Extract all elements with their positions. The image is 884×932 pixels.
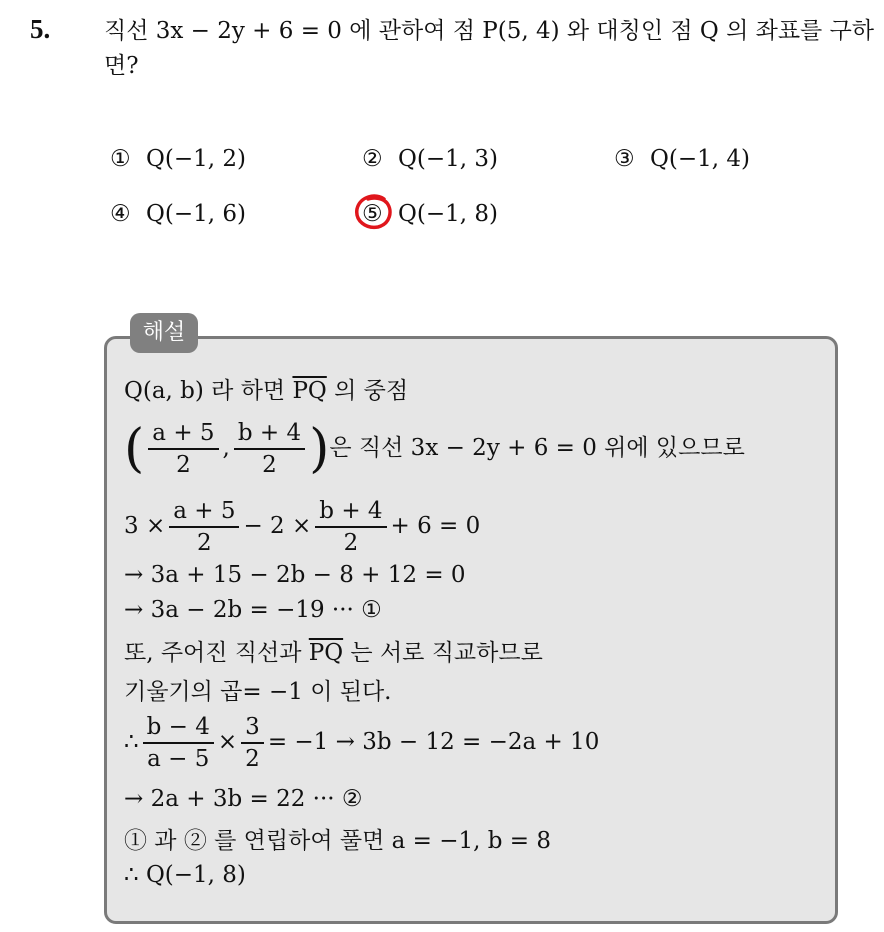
choice-1-text: Q(−1, 2): [146, 146, 246, 172]
choice-3-mark: ③: [614, 146, 635, 172]
line2-text: 은 직선 3x − 2y + 6 = 0 위에 있으므로: [329, 435, 745, 461]
explanation-line-4: → 3a + 15 − 2b − 8 + 12 = 0: [124, 562, 466, 588]
choice-4-mark: ④: [110, 201, 131, 227]
choice-1-mark: ①: [110, 146, 131, 172]
explanation-label: 해설: [130, 313, 198, 353]
fraction-denominator: 2: [197, 530, 212, 556]
left-paren: (: [124, 419, 145, 479]
fraction-numerator: b + 4: [234, 418, 305, 450]
line3-text-c: + 6 = 0: [390, 513, 481, 539]
fraction-b-plus-4: [234, 418, 305, 480]
explanation-line-9: → 2a + 3b = 22 ··· ②: [124, 786, 363, 812]
right-paren: ): [309, 419, 330, 479]
line6-text-a: 또, 주어진 직선과: [124, 640, 309, 666]
choice-1[interactable]: [110, 146, 246, 172]
fraction-denominator: 2: [245, 746, 260, 772]
line6-text-b: 는 서로 직교하므로: [343, 640, 543, 666]
line1-text-b: 의 중점: [326, 378, 409, 404]
explanation-line-1: [124, 372, 408, 405]
fraction-slope-line: [241, 712, 264, 774]
segment-pq: $\overline{PQ}$: [308, 640, 344, 666]
explanation-line-11: ∴ Q(−1, 8): [124, 862, 246, 888]
fraction-denominator: 2: [343, 530, 359, 556]
line1-text-a: Q(a, b) 라 하면: [124, 378, 293, 404]
line3-text-a: 3 ×: [124, 513, 166, 539]
line8-text-b: ×: [217, 729, 238, 755]
choice-4[interactable]: [110, 201, 246, 227]
choice-2-text: Q(−1, 3): [398, 146, 498, 172]
fraction-numerator: b − 4: [143, 712, 214, 744]
fraction-a-plus-5: [169, 496, 239, 558]
fraction-numerator: b + 4: [315, 496, 386, 528]
choice-2-mark: ②: [362, 146, 383, 172]
fraction-numerator: a + 5: [148, 418, 218, 450]
explanation-line-3: [124, 496, 480, 558]
line3-text-b: − 2 ×: [243, 513, 312, 539]
explanation-line-5: → 3a − 2b = −19 ··· ①: [124, 597, 382, 623]
question-number: 5.: [30, 14, 51, 44]
choice-5-text: Q(−1, 8): [398, 201, 498, 227]
fraction-b-plus-4: [315, 496, 386, 558]
fraction-numerator: a + 5: [169, 496, 239, 528]
choice-3[interactable]: [614, 146, 750, 172]
choice-2[interactable]: [362, 146, 498, 172]
therefore-symbol: ∴: [124, 729, 139, 755]
question-text: 직선 3x − 2y + 6 = 0 에 관하여 점 P(5, 4) 와 대칭인 점 Q 의 좌표를 구하면?: [104, 18, 875, 79]
explanation-line-6: [124, 634, 543, 667]
fraction-numerator: 3: [241, 712, 264, 744]
explanation-line-8: [124, 712, 599, 774]
explanation-line-10: ① 과 ② 를 연립하여 풀면 a = −1, b = 8: [124, 828, 551, 854]
fraction-denominator: 2: [176, 452, 191, 478]
choice-3-text: Q(−1, 4): [650, 146, 750, 172]
segment-pq: $\overline{PQ}$: [292, 378, 327, 404]
line8-text-c: = −1 → 3b − 12 = −2a + 10: [267, 729, 600, 755]
fraction-denominator: 2: [262, 452, 277, 478]
fraction-slope-pq: [143, 712, 214, 774]
explanation-line-2: ( $\frac{a + 5}{2}$ , $\frac{b + 4}{2}$ )은 직선 3x − 2y + 6 = 0 위에 있으므로: [124, 419, 745, 479]
choice-5-mark: ⑤: [362, 201, 383, 227]
explanation-line-7: 기울기의 곱= −1 이 된다.: [124, 679, 392, 705]
fraction-a-plus-5: [148, 418, 218, 480]
answer-circle-mark: [354, 193, 394, 231]
fraction-denominator: a − 5: [147, 746, 210, 772]
choice-4-text: Q(−1, 6): [146, 201, 246, 227]
